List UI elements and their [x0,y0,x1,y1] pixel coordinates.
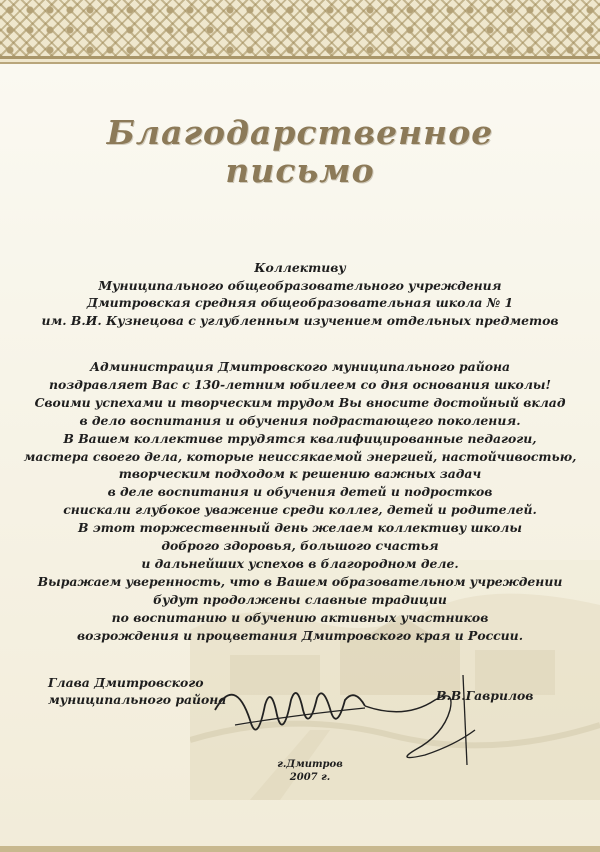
body-line: В этот торжественный день желаем коллективу школы [78,520,522,536]
bottom-border [0,846,600,852]
body-line: возрождения и процветания Дмитровского края и России. [76,627,524,643]
addressee-line: им. В.И. Кузнецова с углубленным изучением отдельных предметов [41,313,559,329]
handwritten-signature [205,670,515,770]
signer-name: В.В.Гаврилов [436,688,534,703]
year-label: 2007 г. [289,772,331,783]
top-ornament-border [0,0,600,59]
letter-body [20,358,580,645]
addressee-line: Коллективу [254,260,346,275]
body-line: снискали глубокое уважение среди коллег, детей и родителей. [63,502,537,518]
body-line: в деле воспитания и обучения детей и подростков [107,484,493,500]
body-line: будут продолжены славные традиции [153,591,447,607]
letter-subtitle: письмо [225,151,375,190]
body-line: В Вашем коллективе трудятся квалифицированные педагоги, [63,430,537,446]
body-line: творческим подходом к решению важных задач [118,466,482,482]
addressee-line: Муниципального общеобразовательного учреждения [98,277,502,293]
body-line: и дальнейших успехов в благородном деле. [141,555,459,571]
letter-title: Благодарственное [106,113,494,152]
body-line: доброго здоровья, большого счастья [161,538,439,554]
body-line: мастера своего дела, которые неиссякаемой энергией, настойчивостью, [23,448,577,464]
body-line: Своими успехами и творческим трудом Вы вносите достойный вклад [34,394,566,410]
place-label: г.Дмитров [277,759,343,770]
signer-position-line: Глава Дмитровского [48,675,204,690]
addressee-block [20,259,580,330]
body-line: Выражаем уверенность, что в Вашем образовательном учреждении [37,573,563,589]
body-line: в дело воспитания и обучения подрастающего поколения. [79,412,521,428]
signer-position [48,675,226,708]
body-line: Администрация Дмитровского муниципального района [89,359,511,374]
body-line: поздравляет Вас с 130-летним юбилеем со дня основания школы! [49,376,551,392]
body-line: по воспитанию и обучению активных участников [111,609,489,625]
signer-position-line: муниципального района [48,691,227,707]
addressee-line: Дмитровская средняя общеобразовательная школа № 1 [86,295,514,311]
